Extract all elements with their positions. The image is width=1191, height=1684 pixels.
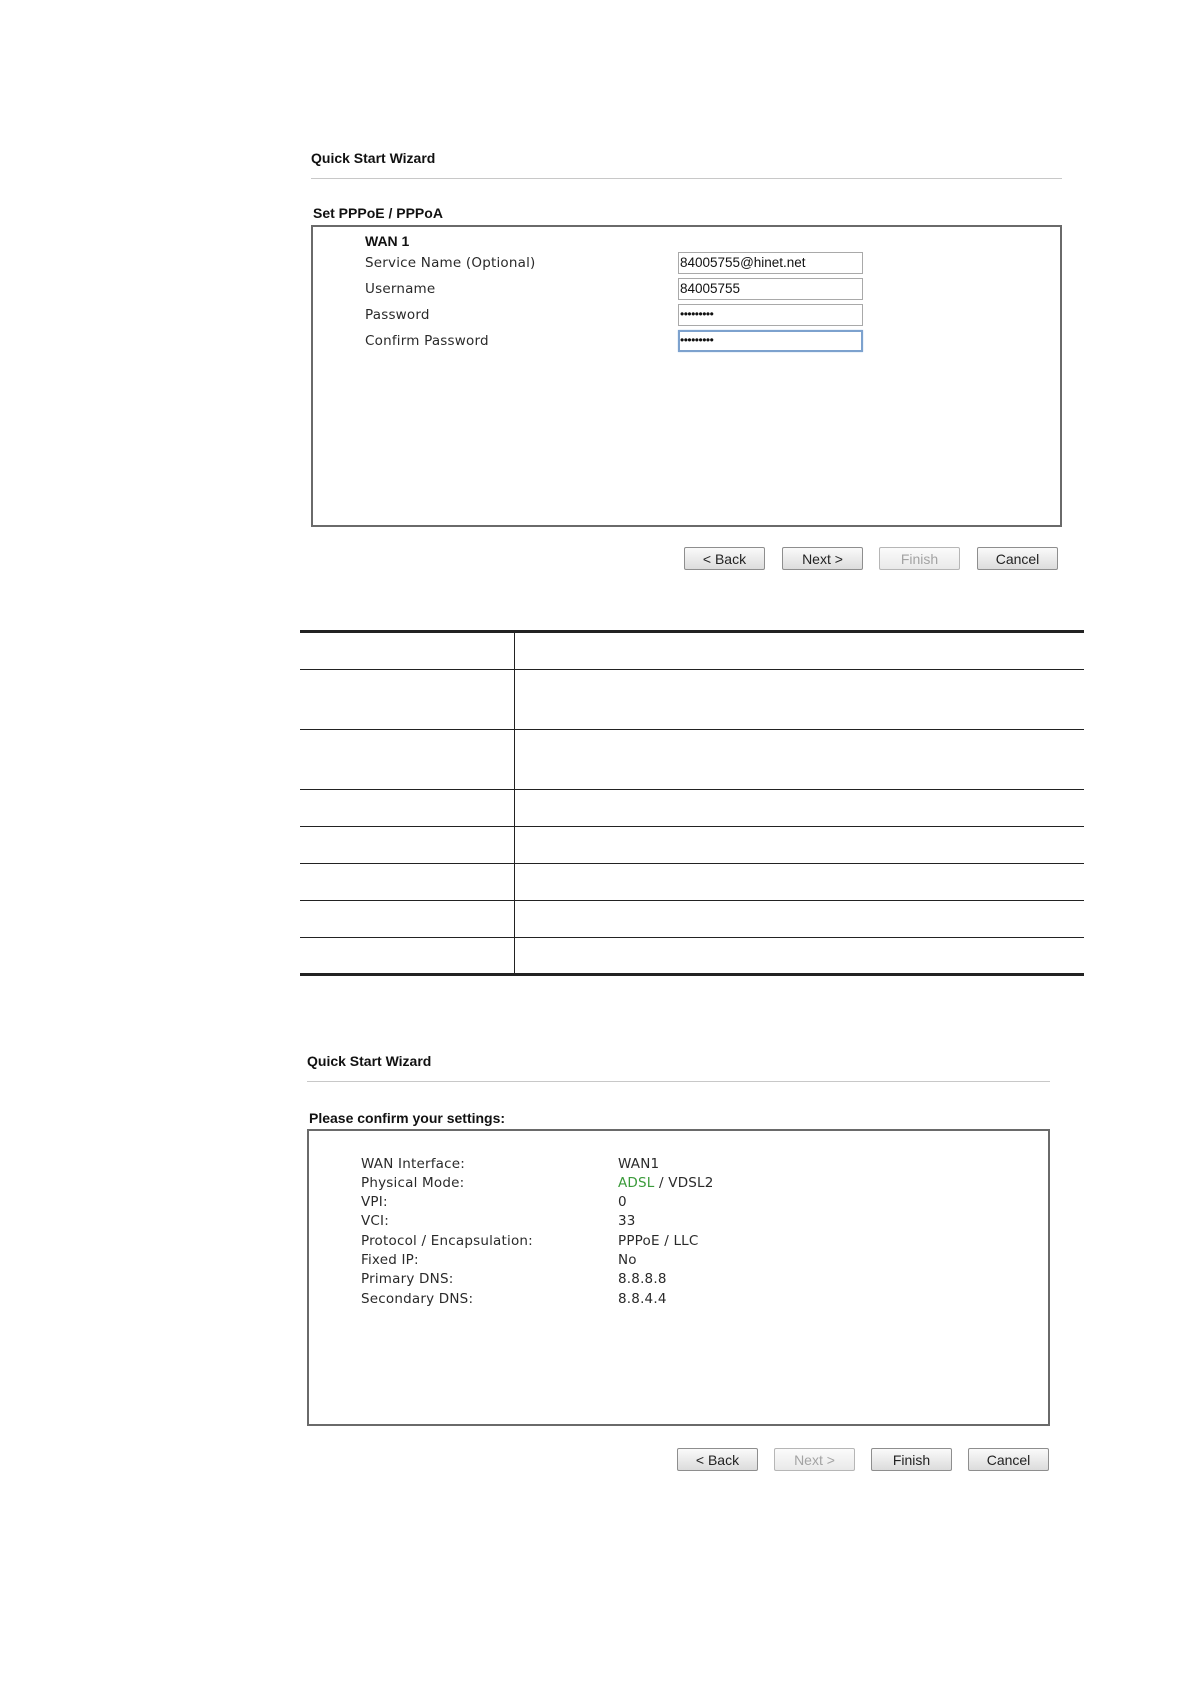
table-row-rule — [300, 789, 1084, 790]
wizard2-title: Quick Start Wizard — [307, 1053, 432, 1069]
password-label: Password — [365, 307, 430, 323]
wizard2-divider — [307, 1081, 1050, 1082]
table-row-rule — [300, 729, 1084, 730]
cancel-button[interactable]: Cancel — [968, 1448, 1049, 1471]
confirm-password-label: Confirm Password — [365, 333, 489, 349]
vci-value: 33 — [618, 1213, 636, 1229]
fixed-ip-label: Fixed IP: — [361, 1252, 419, 1268]
physical-mode-value — [618, 1175, 714, 1191]
wan-interface-value: WAN1 — [618, 1156, 660, 1172]
primary-dns-value: 8.8.8.8 — [618, 1271, 667, 1287]
wizard1-divider — [311, 178, 1062, 179]
wizard2-section-title: Please confirm your settings: — [309, 1110, 506, 1126]
table-column-divider — [514, 632, 515, 974]
cancel-button[interactable]: Cancel — [977, 547, 1058, 570]
physical-mode-vdsl2: / VDSL2 — [654, 1175, 714, 1191]
table-row-rule — [300, 826, 1084, 827]
physical-mode-label: Physical Mode: — [361, 1175, 465, 1191]
confirm-settings-panel — [307, 1129, 1050, 1426]
wizard1-title: Quick Start Wizard — [311, 150, 436, 166]
confirm-password-input[interactable]: ••••••••• — [678, 330, 863, 352]
protocol-label: Protocol / Encapsulation: — [361, 1233, 533, 1249]
table-bottom-rule — [300, 973, 1084, 976]
table-top-rule — [300, 630, 1084, 633]
next-button[interactable]: Next > — [782, 547, 863, 570]
wizard1-section-title: Set PPPoE / PPPoA — [313, 205, 443, 221]
vpi-value: 0 — [618, 1194, 627, 1210]
fixed-ip-value: No — [618, 1252, 637, 1268]
back-button[interactable]: < Back — [677, 1448, 758, 1471]
username-input[interactable]: 84005755 — [678, 278, 863, 300]
username-label: Username — [365, 281, 436, 297]
service-name-input[interactable]: 84005755@hinet.net — [678, 252, 863, 274]
wan-interface-label: WAN Interface: — [361, 1156, 466, 1172]
back-button[interactable]: < Back — [684, 547, 765, 570]
table-row-rule — [300, 900, 1084, 901]
table-row-rule — [300, 937, 1084, 938]
vpi-label: VPI: — [361, 1194, 388, 1210]
physical-mode-adsl: ADSL — [618, 1175, 655, 1191]
protocol-value: PPPoE / LLC — [618, 1233, 699, 1249]
table-row-rule — [300, 669, 1084, 670]
finish-button: Finish — [879, 547, 960, 570]
service-name-label: Service Name (Optional) — [365, 255, 536, 271]
primary-dns-label: Primary DNS: — [361, 1271, 454, 1287]
next-button: Next > — [774, 1448, 855, 1471]
finish-button[interactable]: Finish — [871, 1448, 952, 1471]
pppoe-settings-panel — [311, 225, 1062, 527]
table-row-rule — [300, 863, 1084, 864]
password-input[interactable]: ••••••••• — [678, 304, 863, 326]
vci-label: VCI: — [361, 1213, 389, 1229]
wan-header: WAN 1 — [365, 233, 410, 249]
secondary-dns-value: 8.8.4.4 — [618, 1291, 667, 1307]
secondary-dns-label: Secondary DNS: — [361, 1291, 474, 1307]
